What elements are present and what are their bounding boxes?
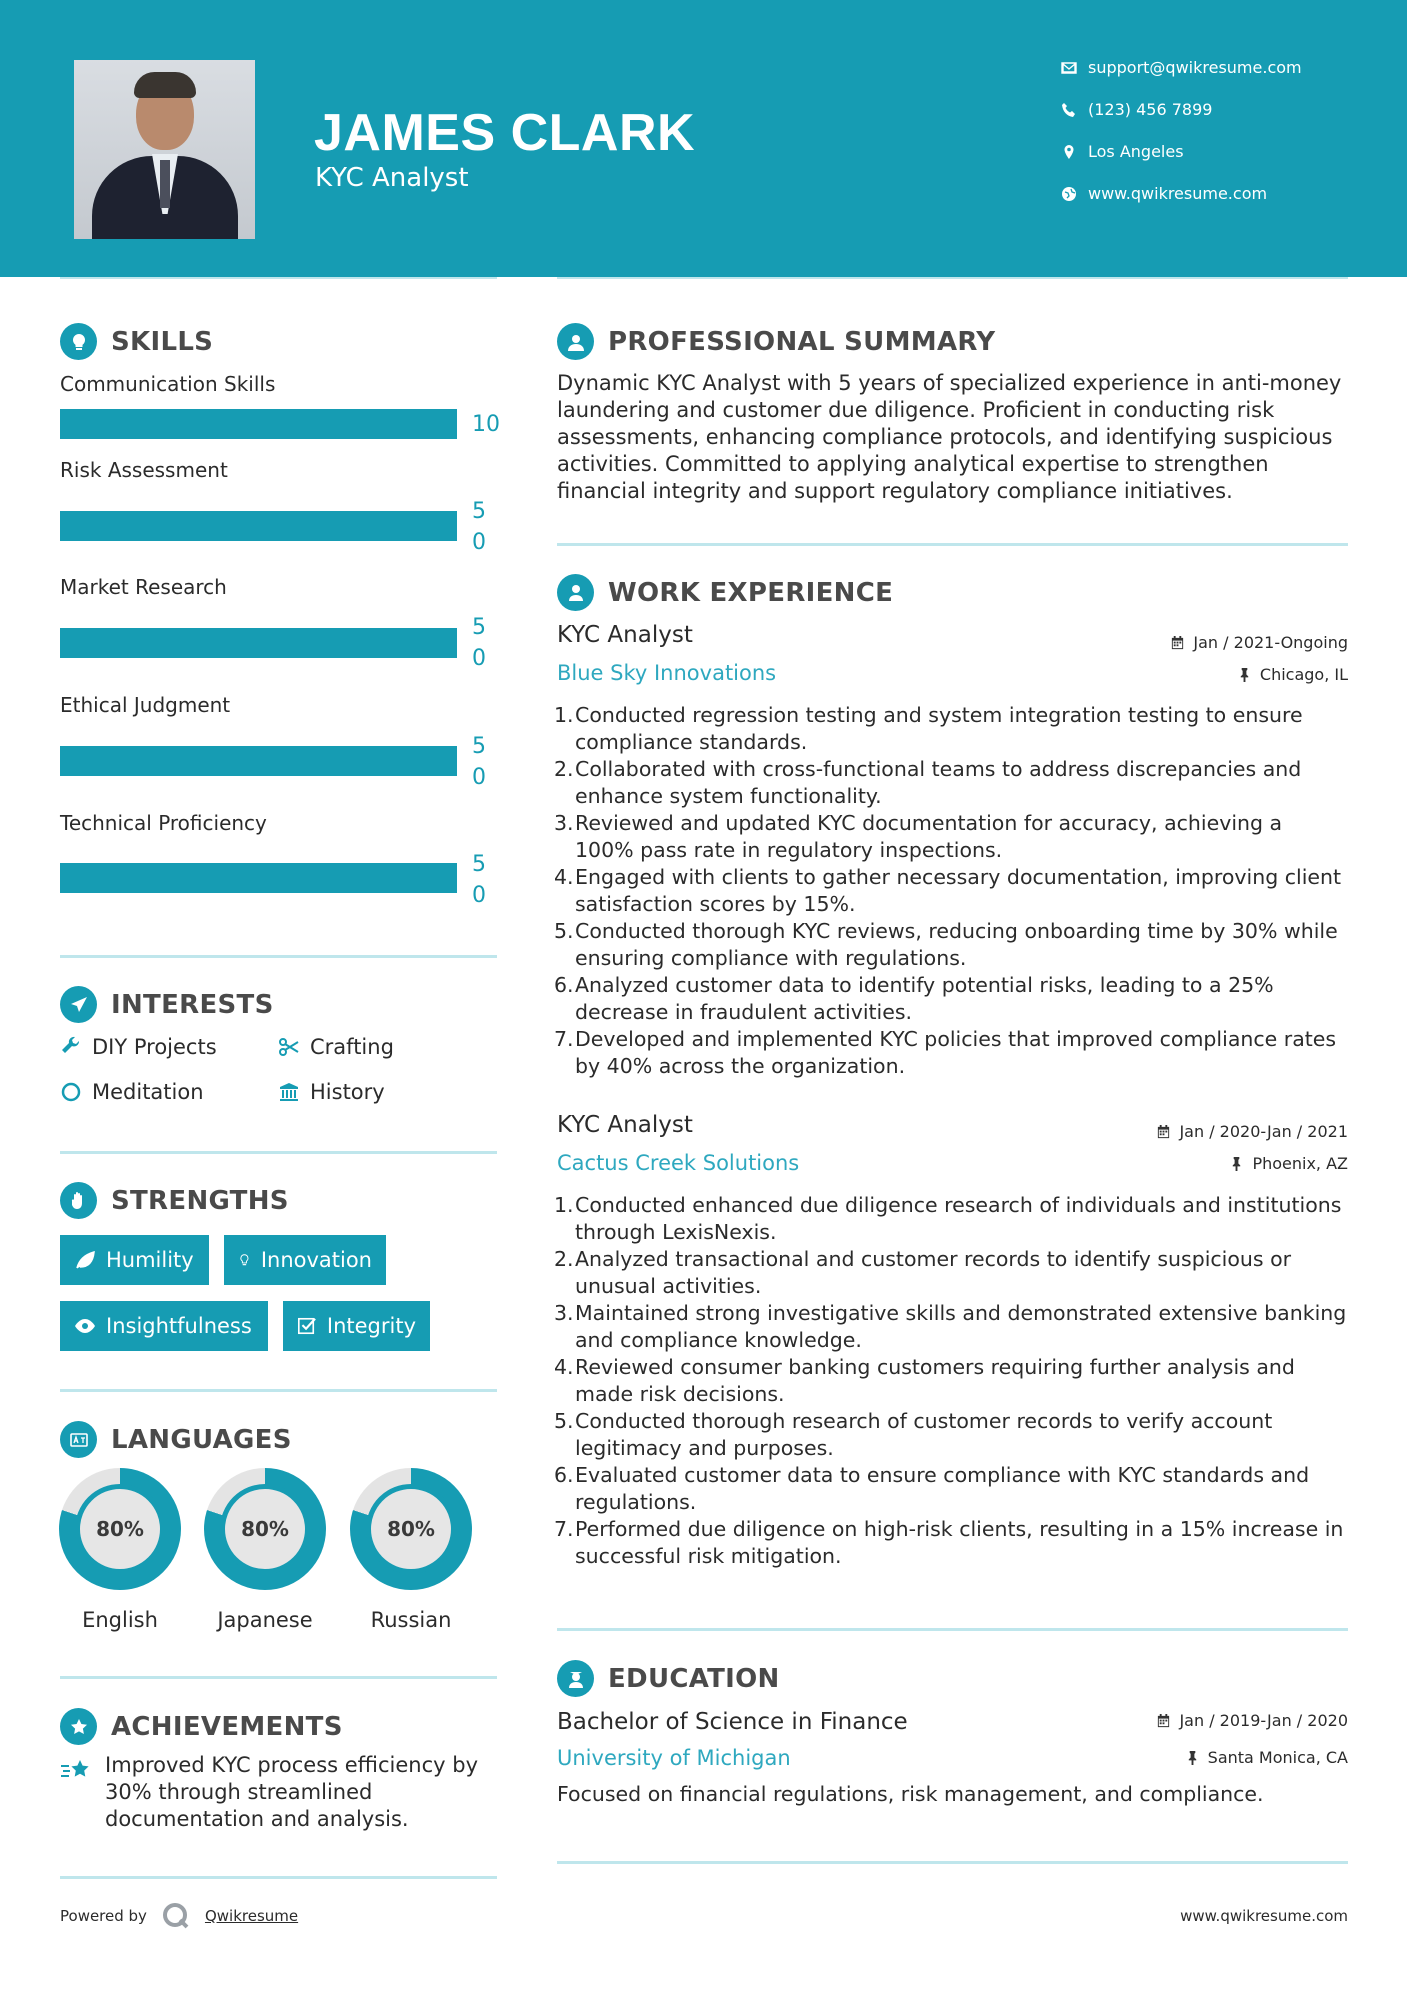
header-divider-left bbox=[60, 277, 497, 279]
contact-phone[interactable]: (123) 456 7899 bbox=[1050, 100, 1212, 119]
list-item: 7. Performed due diligence on high-risk clients, resulting in a 15% increase in successful risk mitigation. bbox=[554, 1517, 1344, 1568]
job-company: Cactus Creek Solutions bbox=[557, 1151, 800, 1175]
list-item: 3. Reviewed and updated KYC documentation for accuracy, achieving a 100% pass rate in regulatory inspections. bbox=[554, 811, 1283, 862]
list-item: 6. Analyzed customer data to identify potential risks, leading to a 25% decrease in fraudulent activities. bbox=[554, 973, 1274, 1024]
calendar-icon bbox=[1156, 1124, 1171, 1139]
skill-value: 50 bbox=[472, 615, 486, 671]
achievement-text: Improved KYC process efficiency by 30% through streamlined documentation and analysis. bbox=[105, 1753, 479, 1831]
skill-bar bbox=[60, 863, 457, 893]
footer-website-link[interactable]: www.qwikresume.com bbox=[1180, 1907, 1348, 1925]
skill-value: 10 bbox=[472, 412, 500, 437]
strength-chip: Integrity bbox=[283, 1301, 430, 1351]
job-bullets bbox=[554, 702, 1347, 1080]
list-item: 5. Conducted thorough research of customer records to verify account legitimacy and purposes. bbox=[554, 1409, 1273, 1460]
education-description: Focused on financial regulations, risk management, and compliance. bbox=[557, 1782, 1264, 1806]
language-name: Japanese bbox=[217, 1608, 313, 1632]
languages-heading: LANGUAGES bbox=[60, 1421, 292, 1458]
skill-label: Technical Proficiency bbox=[60, 811, 267, 835]
lightbulb-icon bbox=[238, 1249, 251, 1271]
leaf-icon bbox=[74, 1249, 96, 1271]
pushpin-icon bbox=[1229, 1156, 1244, 1171]
job-title: KYC Analyst bbox=[557, 1112, 693, 1138]
wrench-icon bbox=[60, 1036, 82, 1058]
job-bullets bbox=[554, 1192, 1347, 1570]
job-company: Blue Sky Innovations bbox=[557, 661, 777, 685]
translate-icon bbox=[60, 1421, 97, 1458]
skill-bar bbox=[60, 409, 457, 439]
section-divider bbox=[557, 1628, 1348, 1631]
interest-item: DIY Projects bbox=[60, 1035, 217, 1059]
list-item: 2. Analyzed transactional and customer records to identify suspicious or unusual activities. bbox=[554, 1247, 1292, 1298]
experience-heading: WORK EXPERIENCE bbox=[557, 574, 893, 611]
bank-icon bbox=[278, 1081, 300, 1103]
language-level: 80% bbox=[220, 1484, 310, 1574]
skill-bar bbox=[60, 628, 457, 658]
header-divider-right bbox=[557, 277, 1348, 279]
language-level: 80% bbox=[366, 1484, 456, 1574]
summary-heading: PROFESSIONAL SUMMARY bbox=[557, 323, 995, 360]
calendar-icon bbox=[1156, 1713, 1171, 1728]
list-item: 2. Collaborated with cross-functional teams to address discrepancies and enhance system functionality. bbox=[554, 757, 1302, 808]
list-item: 5. Conducted thorough KYC reviews, reducing onboarding time by 30% while ensuring compliance with regulations. bbox=[554, 919, 1338, 970]
strengths-heading: STRENGTHS bbox=[60, 1182, 289, 1219]
list-item: 1. Conducted enhanced due diligence research of individuals and institutions through LexisNexis. bbox=[554, 1193, 1342, 1244]
graduate-icon bbox=[557, 1660, 594, 1697]
envelope-icon bbox=[1050, 60, 1088, 76]
skill-label: Ethical Judgment bbox=[60, 693, 231, 717]
job-date: Jan / 2020-Jan / 2021 bbox=[1156, 1122, 1348, 1141]
briefcase-user-icon bbox=[557, 574, 594, 611]
phone-icon bbox=[1050, 102, 1088, 118]
education-location: Santa Monica, CA bbox=[1185, 1748, 1348, 1767]
interests-heading: INTERESTS bbox=[60, 986, 274, 1023]
skills-heading: SKILLS bbox=[60, 323, 213, 360]
job-location: Chicago, IL bbox=[1237, 665, 1348, 684]
interest-item: Meditation bbox=[60, 1080, 204, 1104]
strength-chip: Insightfulness bbox=[60, 1301, 268, 1351]
eye-icon bbox=[74, 1315, 96, 1337]
pushpin-icon bbox=[1185, 1750, 1200, 1765]
language-name: English bbox=[82, 1608, 158, 1632]
job-location: Phoenix, AZ bbox=[1229, 1154, 1348, 1173]
contact-website[interactable]: www.qwikresume.com bbox=[1050, 184, 1267, 203]
list-item: 1. Conducted regression testing and system integration testing to ensure compliance standards. bbox=[554, 703, 1303, 754]
scissors-icon bbox=[278, 1036, 300, 1058]
circle-icon bbox=[60, 1081, 82, 1103]
profile-photo bbox=[74, 60, 255, 239]
skill-bar bbox=[60, 746, 457, 776]
list-item: 6. Evaluated customer data to ensure compliance with KYC standards and regulations. bbox=[554, 1463, 1310, 1514]
candidate-name: JAMES CLARK bbox=[314, 104, 696, 162]
user-icon bbox=[557, 323, 594, 360]
section-divider bbox=[557, 1861, 1348, 1864]
skill-value: 50 bbox=[472, 734, 486, 790]
section-divider bbox=[60, 1676, 497, 1679]
list-item: 7. Developed and implemented KYC policies that improved compliance rates by 40% across the organization. bbox=[554, 1027, 1337, 1078]
interest-item: History bbox=[278, 1080, 385, 1104]
candidate-title: KYC Analyst bbox=[315, 163, 469, 193]
globe-icon bbox=[1050, 186, 1088, 202]
list-item: 3. Maintained strong investigative skills and demonstrated extensive banking and compliance knowledge. bbox=[554, 1301, 1347, 1352]
star-icon bbox=[60, 1708, 97, 1745]
language-level: 80% bbox=[75, 1484, 165, 1574]
skill-label: Risk Assessment bbox=[60, 458, 228, 482]
education-date: Jan / 2019-Jan / 2020 bbox=[1156, 1711, 1348, 1730]
skill-bar bbox=[60, 511, 457, 541]
section-divider bbox=[60, 1389, 497, 1392]
footer-brand-link[interactable]: Qwikresume bbox=[204, 1907, 299, 1925]
job-title: KYC Analyst bbox=[557, 622, 693, 648]
footer-powered-by: Powered by Qwikresume bbox=[60, 1901, 298, 1931]
education-heading: EDUCATION bbox=[557, 1660, 780, 1697]
pushpin-icon bbox=[1237, 667, 1252, 682]
header-banner bbox=[0, 0, 1407, 277]
check-square-icon bbox=[297, 1315, 317, 1337]
qwikresume-logo-icon bbox=[161, 1901, 191, 1931]
contact-location: Los Angeles bbox=[1050, 142, 1184, 161]
lightbulb-icon bbox=[60, 323, 97, 360]
section-divider bbox=[60, 955, 497, 958]
summary-text: Dynamic KYC Analyst with 5 years of specialized experience in anti-money laundering and customer due diligence. Proficient in conducting risk assessments, enhancing compliance protocols, and identifying suspicious activities. Committed to applying analytical expertise to strengthen financial integrity and support regulatory compliance initiatives. bbox=[557, 371, 1342, 503]
language-name: Russian bbox=[370, 1608, 452, 1632]
paper-plane-icon bbox=[60, 986, 97, 1023]
strength-chip: Innovation bbox=[224, 1235, 386, 1285]
map-marker-icon bbox=[1050, 144, 1088, 160]
contact-email[interactable]: support@qwikresume.com bbox=[1050, 58, 1302, 77]
achievements-heading: ACHIEVEMENTS bbox=[60, 1708, 343, 1745]
education-school: University of Michigan bbox=[557, 1746, 791, 1770]
education-degree: Bachelor of Science in Finance bbox=[557, 1709, 908, 1735]
section-divider bbox=[60, 1151, 497, 1154]
interest-item: Crafting bbox=[278, 1035, 394, 1059]
hand-icon bbox=[60, 1182, 97, 1219]
job-date: Jan / 2021-Ongoing bbox=[1170, 633, 1348, 652]
strength-chip: Humility bbox=[60, 1235, 209, 1285]
shooting-star-icon bbox=[60, 1758, 92, 1784]
skill-value: 50 bbox=[472, 852, 486, 908]
list-item: 4. Engaged with clients to gather necessary documentation, improving client satisfaction scores by 15%. bbox=[554, 865, 1342, 916]
skill-label: Market Research bbox=[60, 575, 227, 599]
section-divider bbox=[557, 543, 1348, 546]
list-item: 4. Reviewed consumer banking customers requiring further analysis and made risk decisions. bbox=[554, 1355, 1295, 1406]
skill-label: Communication Skills bbox=[60, 372, 276, 396]
section-divider bbox=[60, 1876, 497, 1879]
calendar-icon bbox=[1170, 635, 1185, 650]
skill-value: 50 bbox=[472, 499, 486, 555]
